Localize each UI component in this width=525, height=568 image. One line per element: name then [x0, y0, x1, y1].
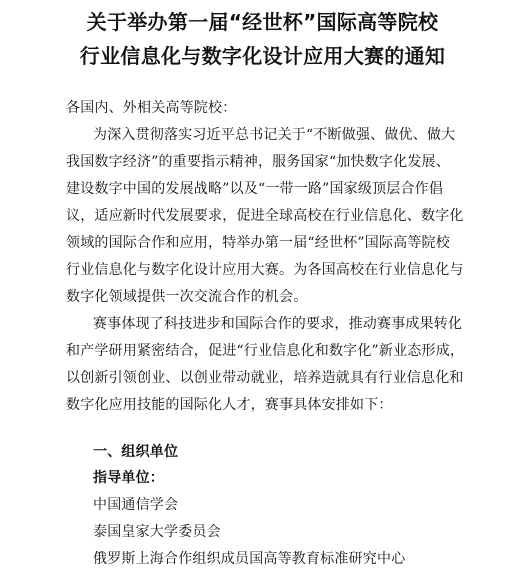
paragraph-1-line-3: 建设数字中国的发展战略”以及“一带一路”国家级顶层合作倡	[66, 181, 444, 197]
guidance-units-label: 指导单位：	[93, 470, 164, 486]
paragraph-1-line-7: 数字化领域提供一次交流合作的机会。	[66, 289, 308, 305]
section-1-heading: 一、组织单位	[93, 444, 179, 460]
paragraph-1-line-5: 领域的国际合作和应用，特举办第一届“经世杯”国际高等院校	[66, 235, 450, 251]
guidance-unit-2: 泰国皇家大学委员会	[93, 524, 221, 540]
paragraph-1-line-6: 行业信息化与数字化设计应用大赛。为各国高校在行业信息化与	[66, 262, 464, 278]
document-title-line-1: 关于举办第一届“经世杯”国际高等院校	[86, 10, 439, 34]
guidance-unit-3: 俄罗斯上海合作组织成员国高等教育标准研究中心	[93, 551, 406, 567]
document-title-line-2: 行业信息化与数字化设计应用大赛的通知	[79, 44, 446, 68]
paragraph-2-line-3: 以创新引领创业、以创业带动就业，培养造就具有行业信息化和	[66, 370, 464, 386]
paragraph-2-line-1: 赛事体现了科技进步和国际合作的要求，推动赛事成果转化	[93, 316, 463, 332]
paragraph-2-line-4: 数字化应用技能的国际化人才，赛事具体安排如下：	[66, 397, 393, 413]
guidance-unit-1: 中国通信学会	[93, 497, 179, 513]
salutation: 各国内、外相关高等院校：	[66, 100, 237, 116]
paragraph-1-line-4: 议，适应新时代发展要求，促进全球高校在行业信息化、数字化	[66, 208, 464, 224]
paragraph-1-line-2: 我国数字经济”的重要指示精神，服务国家“加快数字化发展、	[66, 154, 450, 170]
paragraph-2-line-2: 和产学研用紧密结合，促进“行业信息化和数字化”新业态形成，	[66, 343, 465, 359]
paragraph-1-line-1: 为深入贯彻落实习近平总书记关于“不断做强、做优、做大	[93, 127, 456, 143]
